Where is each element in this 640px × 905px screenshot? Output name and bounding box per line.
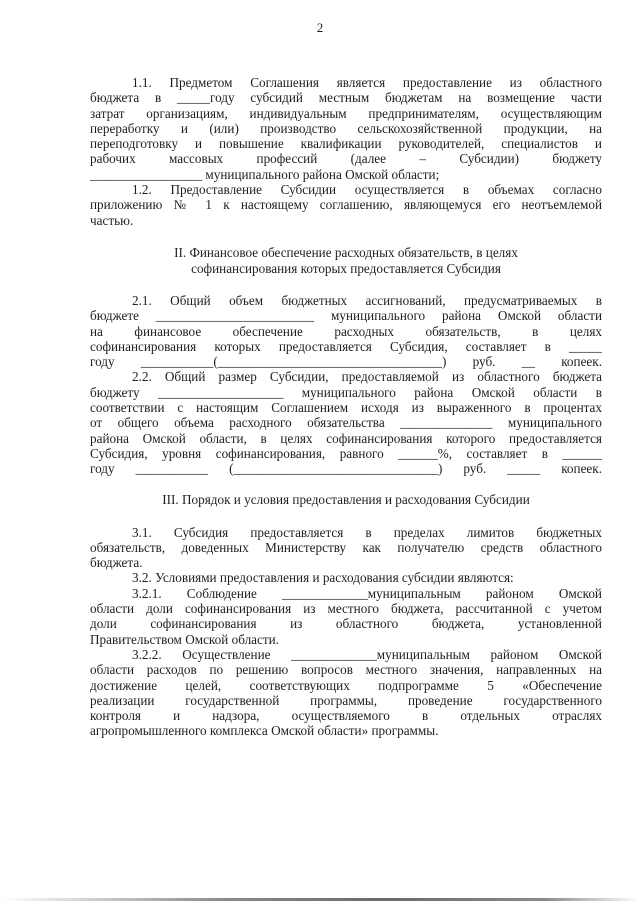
scan-edge-line [0,898,640,901]
text-line: 3.2.2. Осуществление _____________муниципальным районом Омской [132,646,602,662]
text-line: на финансовое обеспечение расходных обязательств, в целях [90,323,602,339]
text-line: реализации государственной программы, проведение государственного [90,692,602,708]
text-line: затрат организациям, индивидуальным предпринимателям, осуществляющим [90,105,602,121]
text-line: софинансирования которых предоставляется Субсидия, составляет в _____ [90,338,602,354]
text-line: 3.1. Субсидия предоставляется в пределах лимитов бюджетных [132,524,602,540]
text-line: района Омской области, в целях софинансирования которого предоставляется [90,430,602,446]
text-line: году ___________(__________________________________) руб. __ копеек. [90,354,602,370]
text-line: бюджета. [90,555,143,571]
paragraph-1-1 [90,75,602,182]
section-3-heading [102,492,590,508]
text-line: приложению № 1 к настоящему соглашению, являющемуся его неотъемлемой [90,197,602,213]
text-line: бюджету ___________________ муниципального района Омской области в [90,384,602,400]
text-line: от общего объема расходного обязательства ______________ муниципального [90,415,602,431]
text-line: бюджете ________________________ муниципального района Омской области [90,308,602,324]
text-line: Субсидия, уровня софинансирования, равного ______%, составляет в ______ [90,445,602,461]
text-line: году ___________ (_______________________________) руб. _____ копеек. [90,461,602,477]
text-line: области доли софинансирования из местного бюджета, рассчитанной с учетом [90,601,602,617]
section-2-heading [102,245,590,277]
page-number: 2 [316,20,324,35]
paragraph-1-2 [90,182,602,228]
text-line: области расходов по решению вопросов местного значения, направленных на [90,662,602,678]
text-line: бюджета в _____году субсидий местным бюджетам на возмещение части [90,90,602,106]
paragraph-3-1 [90,525,602,571]
text-line: _________________ муниципального района Омской области; [90,166,440,182]
text-line: 2.2. Общий размер Субсидии, предоставляемой из областного бюджета [132,369,602,385]
paragraph-3-2-2 [90,647,602,739]
text-line: агропромышленного комплекса Омской области» программы. [90,723,439,739]
paragraph-2-1 [90,293,602,369]
text-line: соответствии с настоящим Соглашением исходя из выраженного в процентах [90,400,602,416]
text-line: частью. [90,212,134,228]
text-line: 2.1. Общий объем бюджетных ассигнований, предусматриваемых в [132,292,602,308]
text-line: Правительством Омской области. [90,631,279,647]
text-line: обязательств, доведенных Министерству как получателю средств областного [90,539,602,555]
text-line: 1.1. Предметом Соглашения является предоставление из областного [132,75,602,90]
heading-line: софинансирования которых предоставляется Субсидия [191,260,501,276]
text-line: переподготовку и повышение квалификации руководителей, специалистов и [90,136,602,152]
text-line: доли софинансирования из областного бюджета, установленной [90,616,602,632]
text-line: достижение целей, соответствующих подпрограмме 5 «Обеспечение [90,677,602,693]
paragraph-3-2 [90,570,602,585]
text-line: переработку и (или) производство сельскохозяйственной продукции, на [90,120,602,136]
text-line: 3.2.1. Соблюдение _____________муниципальным районом Омской [132,585,602,601]
document-body [90,75,602,739]
paragraph-3-2-1 [90,586,602,647]
text-line: 3.2. Условиями предоставления и расходования субсидии являются: [132,570,514,586]
paragraph-2-2 [90,369,602,476]
text-line: рабочих массовых профессий (далее – Субсидии) бюджету [90,151,602,167]
heading-line: II. Финансовое обеспечение расходных обязательств, в целях [174,244,518,260]
text-line: контроля и надзора, осуществляемого в отдельных отраслях [90,708,602,724]
heading-line: III. Порядок и условия предоставления и расходования Субсидии [162,491,530,507]
text-line: 1.2. Предоставление Субсидии осуществляется в объемах согласно [132,182,602,198]
